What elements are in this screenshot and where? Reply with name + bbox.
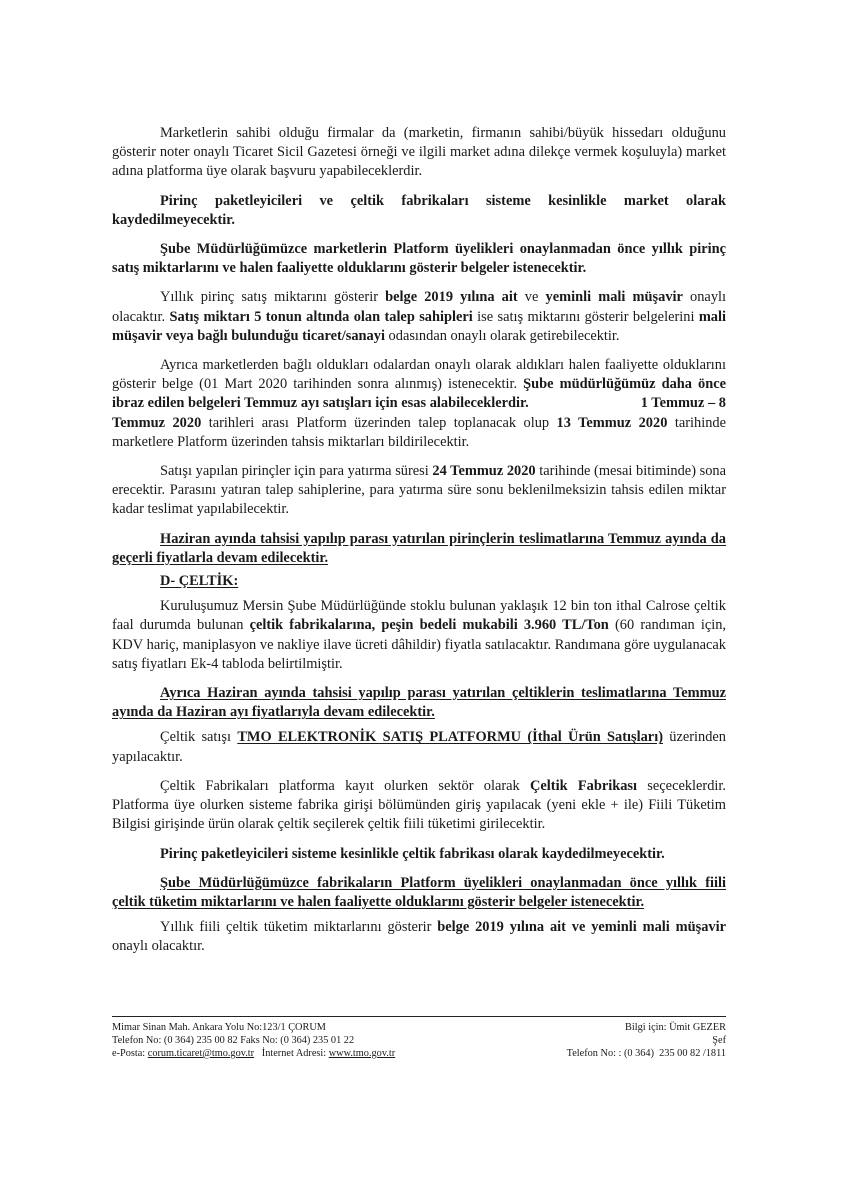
paragraph-factory-registration: Çeltik Fabrikaları platforma kayıt olurken sektör olarak Çeltik Fabrikası seçeceklerdir. Platforma üye olurken sisteme fabrika girişi bölümünden giriş yapılacak (yeni ekle + ile) Fiili Tüketim Bilgisi girişinde ürün olarak çeltik seçilerek çeltik fiili tüketimi girilecektir. bbox=[112, 777, 727, 833]
paragraph-factory-documents: Şube Müdürlüğümüzce fabrikaların Platform üyelikleri onaylanmadan önce yıllık fiili çeltik tüketim miktarlarını ve halen faaliyette olduklarını gösterir belgeler istenecektir. bbox=[112, 874, 726, 910]
footer-phone-fax: Telefon No: (0 364) 235 00 82 Faks No: (0 364) 235 01 22 bbox=[112, 1035, 355, 1046]
paragraph-sales-amount: Yıllık pirinç satış miktarını gösterir belge 2019 yılına ait ve yeminli mali müşavir onaylı olacaktır. Satış miktarı 5 tonun altında olan talep sahipleri ise satış miktarını gösterir belgelerini mali müşavir veya bağlı bulunduğu ticaret/sanayi odasından onaylı olarak getirebilecektir. bbox=[112, 289, 727, 344]
footer-contact-role: Şef bbox=[712, 1035, 726, 1046]
paragraph-branch-documents: Şube Müdürlüğümüzce marketlerin Platform üyelikleri onaylanmadan önce yıllık pirinç satış miktarlarını ve halen faaliyette olduklarını gösterir belgeler istenecektir. bbox=[112, 241, 726, 277]
footer-contact-person: Bilgi için: Ümit GEZER bbox=[625, 1022, 726, 1033]
paragraph-packers-warning: Pirinç paketleyicileri ve çeltik fabrikaları sisteme kesinlikle market olarak kaydedilmeyecektir. bbox=[112, 192, 726, 228]
footer-email-link[interactable]: corum.ticaret@tmo.gov.tr bbox=[147, 1048, 255, 1059]
paragraph-paddy-sale: Kuruluşumuz Mersin Şube Müdürlüğünde stoklu bulunan yaklaşık 12 bin ton ithal Calrose çeltik faal durumda bulunan çeltik fabrikalarına, peşin bedeli mukabili 3.960 TL/Ton (60 randıman için, KDV hariç, maniplasyon ve nakliye ilave ücreti dâhildir) fiyatla satılacaktır. Randımana göre uygulanacak satış fiyatları Ek-4 tabloda belirtilmiştir. bbox=[112, 598, 727, 672]
paragraph-sales-platform: Çeltik satışı TMO ELEKTRONİK SATIŞ PLATFORMU (İthal Ürün Satışları) üzerinden yapılacaktır. bbox=[112, 729, 726, 765]
paragraph-activity-certificate: Ayrıca marketlerden bağlı oldukları odalardan onaylı olarak aldıkları halen faaliyette olduklarını gösterir belge (01 Mart 2020 tarihinden sonra alınmış) istenecektir. Şube müdürlüğümüz daha önce ibraz edilen belgeleri Temmuz ayı satışları için esas alabileceklerdir. 1 Temmuz – 8 Temmuz 2020 tarihleri arası Platform üzerinden talep toplanacak olup 13 Temmuz 2020 tarihinde marketlere Platform üzerinden tahsis miktarları bildirilecektir. bbox=[112, 357, 726, 450]
paragraph-consumption-document: Yıllık fiili çeltik tüketim miktarlarını gösterir belge 2019 yılına ait ve yeminli mali müşavir onaylı olacaktır. bbox=[112, 919, 726, 955]
paragraph-market-owners: Marketlerin sahibi olduğu firmalar da (marketin, firmanın sahibi/büyük hissedarı olduğunu gösterir noter onaylı Ticaret Sicil Gazetesi örneği ve ilgili market adına dilekçe vermek koşuluyla) market adına platforma üye olarak başvuru yapabileceklerdir. bbox=[112, 125, 726, 180]
paragraph-june-paddy-delivery: Ayrıca Haziran ayında tahsisi yapılıp parası yatırılan çeltiklerin teslimatlarına Temmuz ayında da Haziran ayı fiyatlarıyla devam edilecektir. bbox=[112, 685, 726, 721]
paragraph-packers-not-factory: Pirinç paketleyicileri sisteme kesinlikle çeltik fabrikası olarak kaydedilmeyecektir. bbox=[160, 845, 665, 862]
paragraph-june-rice-delivery: Haziran ayında tahsisi yapılıp parası yatırılan pirinçlerin teslimatlarına Temmuz ayında da geçerli fiyatlarla devam edilecektir. bbox=[112, 530, 726, 566]
footer-email-web: e-Posta: corum.ticaret@tmo.gov.tr İnternet Adresi: www.tmo.gov.tr bbox=[112, 1048, 396, 1059]
paragraph-payment-deadline: Satışı yapılan pirinçler için para yatırma süresi 24 Temmuz 2020 tarihinde (mesai bitiminde) sona erecektir. Parasını yatıran talep sahiplerine, para yatırma süre sonu beklenilmeksizin tahsis edilen miktar kadar teslimat yapılabilecektir. bbox=[112, 463, 727, 518]
page-footer bbox=[112, 1016, 726, 1060]
section-heading-paddy: D- ÇELTİK: bbox=[160, 573, 239, 590]
footer-contact-phone: Telefon No: : (0 364) 235 00 82 /1811 bbox=[566, 1048, 726, 1059]
footer-address: Mimar Sinan Mah. Ankara Yolu No:123/1 ÇORUM bbox=[112, 1022, 326, 1033]
document-body bbox=[112, 124, 726, 957]
footer-web-link[interactable]: www.tmo.gov.tr bbox=[328, 1048, 396, 1059]
